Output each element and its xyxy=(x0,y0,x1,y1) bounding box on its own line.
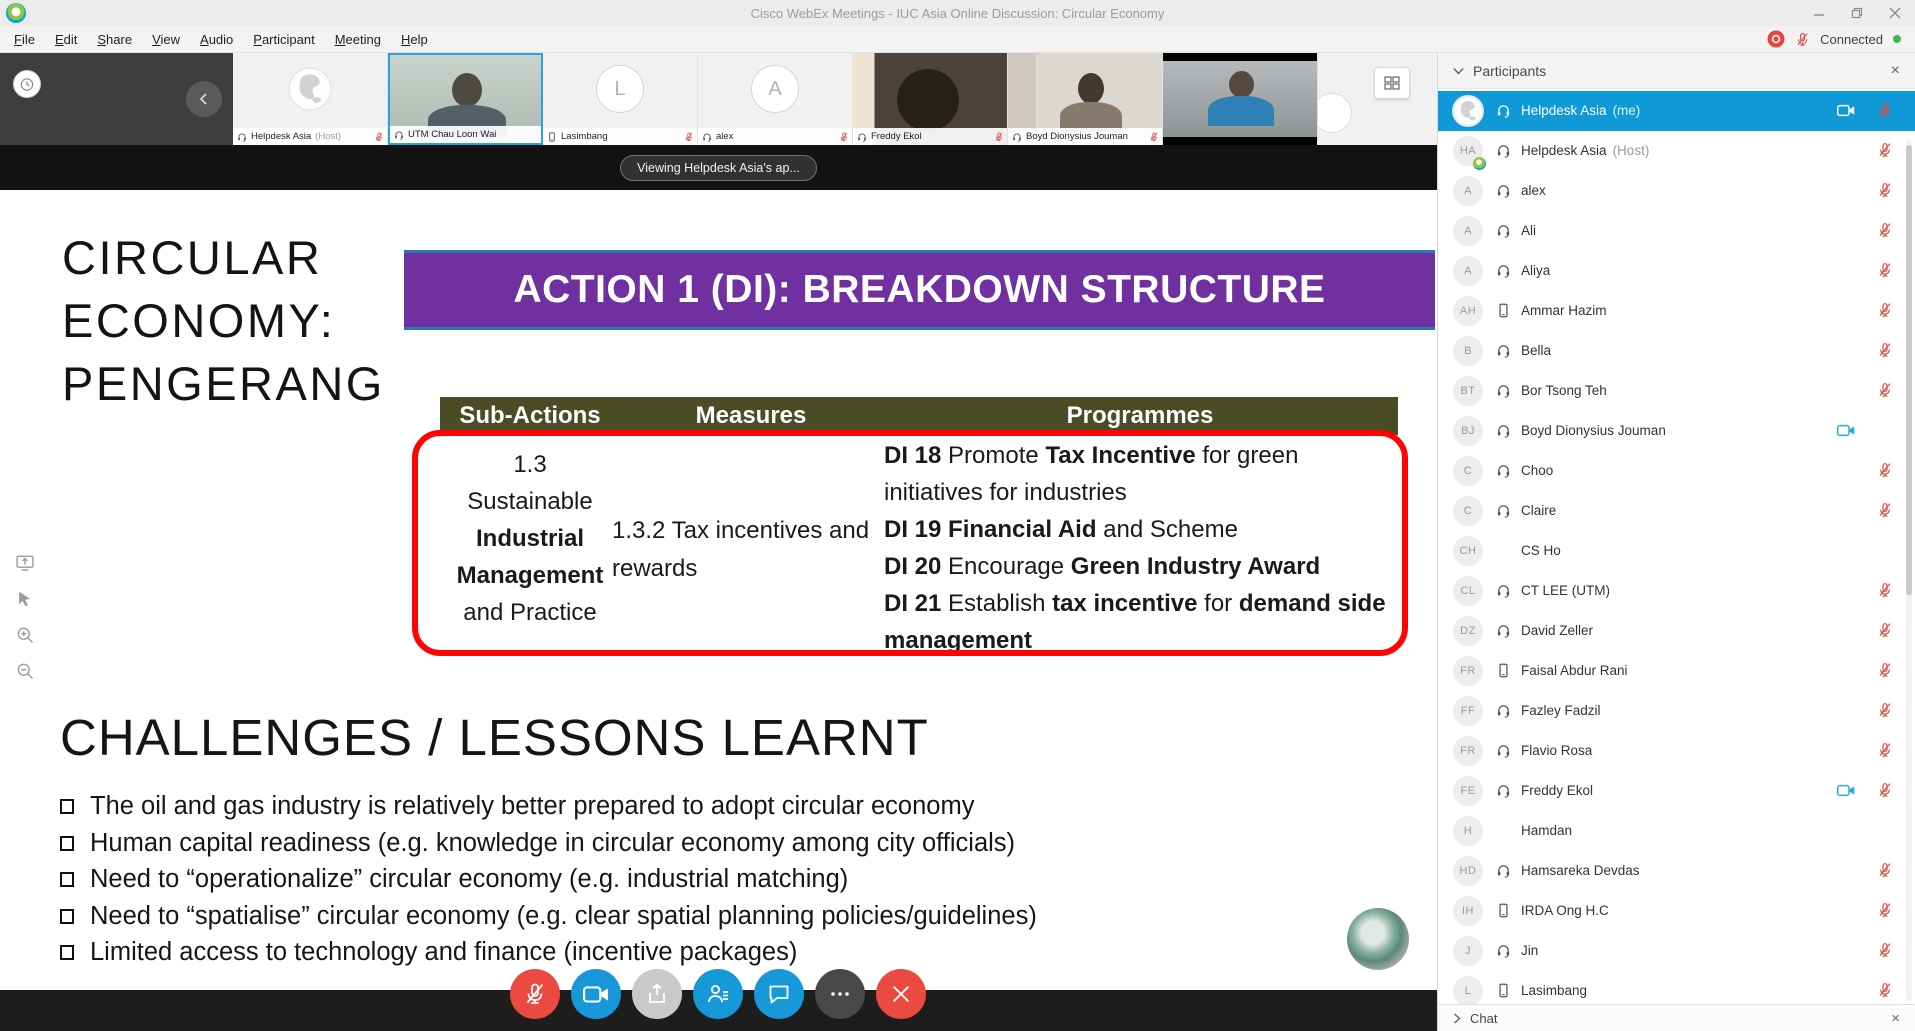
avatar: DZ xyxy=(1453,616,1483,646)
meeting-info-button[interactable] xyxy=(13,70,41,98)
thumbnail-name-label xyxy=(1008,128,1162,145)
participant-row-cs-ho[interactable] xyxy=(1438,531,1915,571)
annotation-toolbar xyxy=(12,550,38,684)
participant-name: Aliya xyxy=(1521,263,1551,278)
menu-item-edit[interactable]: Edit xyxy=(54,31,78,47)
muted-mic-icon[interactable] xyxy=(1877,982,1893,998)
letter-avatar: A xyxy=(751,65,799,113)
bullet-text: Human capital readiness (e.g. knowledge in circular economy among city officials) xyxy=(90,828,1016,857)
meeting-controls xyxy=(510,969,926,1019)
challenges-bullet-list xyxy=(60,788,1037,971)
muted-mic-icon[interactable] xyxy=(1877,342,1893,358)
table-header-measures: Measures xyxy=(695,402,807,429)
slide-title xyxy=(62,226,385,415)
avatar: CL xyxy=(1453,576,1483,606)
video-thumbnail-freddy-ekol[interactable] xyxy=(853,53,1008,145)
participant-row-alex[interactable] xyxy=(1438,171,1915,211)
menu-item-file[interactable]: File xyxy=(14,31,35,47)
participant-name: Hamdan xyxy=(1521,823,1573,838)
bullet-text: Limited access to technology and finance (incentive packages) xyxy=(90,938,798,966)
challenges-heading: CHALLENGES / LESSONS LEARNT xyxy=(60,709,929,766)
participant-name: Ali xyxy=(1521,223,1537,238)
programme-line: DI 20 Encourage Green Industry Award xyxy=(884,553,1321,580)
avatar: BJ xyxy=(1453,416,1483,446)
thumbnail-name-label xyxy=(543,128,697,145)
avatar: IH xyxy=(1453,896,1483,926)
headset-icon xyxy=(1496,223,1511,238)
chevron-down-icon xyxy=(1453,67,1464,75)
avatar: FE xyxy=(1453,776,1483,806)
headset-icon xyxy=(1496,783,1511,798)
sub-action-line: Industrial xyxy=(475,525,584,552)
avatar: HD xyxy=(1453,856,1483,886)
viewing-banner xyxy=(0,145,1437,190)
headset-icon xyxy=(1496,583,1511,598)
slide-banner: ACTION 1 (DI): BREAKDOWN STRUCTURE xyxy=(404,250,1435,330)
thumbnail-name-suffix: (Host) xyxy=(315,131,342,142)
participant-row-me[interactable] xyxy=(1438,91,1915,131)
avatar: AH xyxy=(1453,296,1483,326)
share-button[interactable] xyxy=(632,969,682,1019)
participant-name: CT LEE (UTM) xyxy=(1521,583,1611,598)
participant-row-freddy-ekol[interactable] xyxy=(1438,771,1915,811)
participant-name: Flavio Rosa xyxy=(1521,743,1593,758)
device-headset-icon xyxy=(1012,132,1022,142)
person-torso xyxy=(1208,96,1274,126)
headset-icon xyxy=(1496,463,1511,478)
participant-row-choo[interactable] xyxy=(1438,451,1915,491)
muted-mic-icon[interactable] xyxy=(1877,182,1893,198)
muted-mic-icon[interactable] xyxy=(1877,582,1893,598)
participant-row-helpdesk-asia[interactable] xyxy=(1438,131,1915,171)
device-headset-icon xyxy=(394,130,404,140)
participant-name: Hamsareka Devdas xyxy=(1521,863,1640,878)
avatar: A xyxy=(1453,256,1483,286)
status-area xyxy=(1767,30,1915,48)
device-mobile-icon xyxy=(547,132,557,142)
scrollbar-thumb[interactable] xyxy=(1906,145,1912,595)
participant-row-ammar-hazim[interactable] xyxy=(1438,291,1915,331)
person-head xyxy=(1078,73,1104,104)
challenge-bullet xyxy=(60,934,1037,971)
shared-presentation-slide xyxy=(0,190,1437,990)
muted-mic-icon xyxy=(1149,132,1159,142)
participant-suffix: (me) xyxy=(1612,103,1641,118)
webex-watermark-icon xyxy=(1347,908,1409,970)
table-cell-measures: 1.3.2 Tax incentives and rewards xyxy=(612,517,870,582)
zoom-in-icon xyxy=(15,625,35,645)
thumbnail-name-label xyxy=(698,128,852,145)
share-screen-icon xyxy=(15,553,35,573)
participant-row-irda-ong-h-c[interactable] xyxy=(1438,891,1915,931)
menu-item-meeting[interactable]: Meeting xyxy=(334,31,381,47)
headset-icon xyxy=(1496,863,1511,878)
muted-mic-icon[interactable] xyxy=(1877,302,1893,318)
thumbnails xyxy=(233,53,1437,145)
close-participants-icon[interactable]: × xyxy=(1890,61,1900,79)
chevron-right-icon xyxy=(1453,1013,1461,1024)
participant-row-bella[interactable] xyxy=(1438,331,1915,371)
table-header-programmes: Programmes xyxy=(1066,402,1214,429)
leave-button[interactable] xyxy=(876,969,926,1019)
muted-mic-icon[interactable] xyxy=(1877,662,1893,678)
strip-scroll-left-button[interactable] xyxy=(186,81,222,117)
headset-icon xyxy=(1496,183,1511,198)
participant-row-ct-lee-utm-[interactable] xyxy=(1438,571,1915,611)
muted-mic-icon[interactable] xyxy=(1877,222,1893,238)
participant-name: Choo xyxy=(1521,463,1554,478)
slide-title-line: ECONOMY: xyxy=(62,294,336,347)
participant-name: Fazley Fadzil xyxy=(1521,703,1601,718)
participant-row-boyd-dionysius-jouman[interactable] xyxy=(1438,411,1915,451)
viewing-status-pill[interactable]: Viewing Helpdesk Asia's ap... xyxy=(620,155,817,181)
globe-avatar-icon xyxy=(1452,95,1484,127)
camera-on-icon[interactable] xyxy=(1837,104,1855,117)
avatar: C xyxy=(1453,456,1483,486)
webex-logo-icon xyxy=(6,3,26,23)
checkbox-bullet-icon xyxy=(60,799,74,814)
menu xyxy=(0,28,438,51)
checkbox-bullet-icon xyxy=(60,945,74,960)
participant-name: IRDA Ong H.C xyxy=(1521,903,1609,918)
window-title: Cisco WebEx Meetings - IUC Asia Online Discussion: Circular Economy xyxy=(750,5,1165,21)
more-button[interactable] xyxy=(815,969,865,1019)
pointer-button[interactable] xyxy=(12,586,38,612)
thumbnail-participant-name: UTM Chau Loon Wai xyxy=(408,129,497,140)
programme-line: DI 21 Establish tax incentive for demand side management xyxy=(884,590,1386,654)
participant-name: CS Ho xyxy=(1521,543,1561,558)
mobile-icon xyxy=(1496,903,1511,918)
muted-mic-icon xyxy=(994,132,1004,142)
thumbnail-participant-name: Helpdesk Asia xyxy=(251,131,312,142)
participant-row-fazley-fadzil[interactable] xyxy=(1438,691,1915,731)
checkbox-bullet-icon xyxy=(60,872,74,887)
recording-indicator-icon[interactable] xyxy=(1767,30,1785,48)
participant-name: Freddy Ekol xyxy=(1521,783,1594,798)
device-headset-icon xyxy=(857,132,867,142)
participant-name: Helpdesk Asia (me) xyxy=(1521,103,1641,118)
participant-row-faisal-abdur-rani[interactable] xyxy=(1438,651,1915,691)
muted-mic-icon[interactable] xyxy=(1877,942,1893,958)
participants-title: Participants xyxy=(1473,62,1547,79)
headset-icon xyxy=(1496,383,1511,398)
globe-avatar-icon xyxy=(287,66,333,112)
participant-row-jin[interactable] xyxy=(1438,931,1915,971)
participant-row-claire[interactable] xyxy=(1438,491,1915,531)
participant-row-hamsareka-devdas[interactable] xyxy=(1438,851,1915,891)
device-headset-icon xyxy=(702,132,712,142)
close-window-button[interactable] xyxy=(1889,7,1901,19)
thumbnail-name-label xyxy=(233,128,387,145)
headset-icon xyxy=(1496,623,1511,638)
video-thumbnail-boyd-dionysius-jouman[interactable] xyxy=(1008,53,1163,145)
slide-title-line: PENGERANG xyxy=(62,357,385,410)
mobile-icon xyxy=(1496,303,1511,318)
checkbox-bullet-icon xyxy=(60,836,74,851)
avatar: L xyxy=(1453,976,1483,1006)
participants-header[interactable] xyxy=(1438,53,1915,89)
participant-row-david-zeller[interactable] xyxy=(1438,611,1915,651)
thumbnail-participant-name: Boyd Dionysius Jouman xyxy=(1026,131,1128,142)
programme-line: DI 19 Financial Aid and Scheme xyxy=(884,516,1238,543)
muted-mic-icon xyxy=(684,132,694,142)
challenge-bullet xyxy=(60,898,1037,935)
thumbnail-participant-name: Lasimbang xyxy=(561,131,608,142)
menu-item-participant[interactable]: Participant xyxy=(253,31,315,47)
checkbox-bullet-icon xyxy=(60,909,74,924)
participants-button[interactable] xyxy=(693,969,743,1019)
muted-mic-icon[interactable] xyxy=(1877,382,1893,398)
connection-status: Connected xyxy=(1820,31,1883,47)
challenge-bullet xyxy=(60,788,1037,825)
bullet-text: Need to “operationalize” circular economy (e.g. industrial matching) xyxy=(90,865,849,893)
participant-name: Faisal Abdur Rani xyxy=(1521,663,1628,678)
menu-item-audio[interactable]: Audio xyxy=(200,31,234,47)
mute-button[interactable] xyxy=(510,969,560,1019)
avatar: A xyxy=(1453,176,1483,206)
bullet-text: Need to “spatialise” circular economy (e.g. clear spatial planning policies/guidelines) xyxy=(90,901,1037,930)
participant-name: David Zeller xyxy=(1521,623,1594,638)
muted-mic-icon[interactable] xyxy=(1877,142,1893,158)
participant-name: Boyd Dionysius Jouman xyxy=(1521,423,1666,438)
participant-row-hamdan[interactable] xyxy=(1438,811,1915,851)
thumbnail-name-label xyxy=(853,128,1007,145)
connected-dot-icon xyxy=(1893,35,1901,43)
muted-mic-icon[interactable] xyxy=(1877,462,1893,478)
zoom-out-button[interactable] xyxy=(12,658,38,684)
device-headset-icon xyxy=(237,132,247,142)
thumbnail-participant-name: alex xyxy=(716,131,734,142)
avatar: FR xyxy=(1453,736,1483,766)
muted-mic-icon[interactable] xyxy=(1877,262,1893,278)
muted-mic-icon[interactable] xyxy=(1877,102,1893,118)
sub-action-line: and Practice xyxy=(463,599,597,626)
menu-item-share[interactable]: Share xyxy=(97,31,133,47)
zoom-in-button[interactable] xyxy=(12,622,38,648)
challenge-bullet xyxy=(60,861,1037,898)
bullet-text: The oil and gas industry is relatively better prepared to adopt circular economy xyxy=(90,792,975,820)
avatar: FF xyxy=(1453,696,1483,726)
camera-button[interactable] xyxy=(571,969,621,1019)
menu-item-view[interactable]: View xyxy=(152,31,181,47)
participant-row-ali[interactable] xyxy=(1438,211,1915,251)
menu-bar xyxy=(0,26,1915,53)
minimize-button[interactable] xyxy=(1813,7,1825,19)
video-thumbnail-alex[interactable] xyxy=(698,53,853,145)
participants-scrollbar[interactable] xyxy=(1906,139,1912,1001)
participant-name: Helpdesk Asia (Host) xyxy=(1521,143,1650,158)
pointer-icon xyxy=(15,589,35,609)
sub-action-line: Sustainable xyxy=(467,488,593,515)
headset-icon xyxy=(1496,103,1511,118)
participants-panel xyxy=(1437,53,1915,1031)
avatar: FR xyxy=(1453,656,1483,686)
video-thumbnail-unnamed-6[interactable] xyxy=(1163,53,1318,145)
menu-item-help[interactable]: Help xyxy=(400,31,428,47)
avatar: C xyxy=(1453,496,1483,526)
meeting-content xyxy=(0,53,1437,1031)
participants-list xyxy=(1438,131,1915,1011)
challenge-bullet xyxy=(60,825,1037,862)
participant-name: Bella xyxy=(1521,343,1552,358)
chat-title: Chat xyxy=(1470,1010,1498,1026)
headset-icon xyxy=(1496,703,1511,718)
video-thumbnail-strip xyxy=(0,53,1437,145)
muted-mic-icon[interactable] xyxy=(1795,32,1810,47)
letter-avatar: L xyxy=(596,65,644,113)
headset-icon xyxy=(1496,343,1511,358)
thumbnail-name-label xyxy=(390,126,541,143)
participant-name: Claire xyxy=(1521,503,1557,518)
participant-row-bor-tsong-teh[interactable] xyxy=(1438,371,1915,411)
avatar: J xyxy=(1453,936,1483,966)
participant-name: Bor Tsong Teh xyxy=(1521,383,1607,398)
avatar: B xyxy=(1453,336,1483,366)
mobile-icon xyxy=(1496,663,1511,678)
person-head xyxy=(452,73,482,107)
muted-mic-icon[interactable] xyxy=(1877,502,1893,518)
participant-name: Jin xyxy=(1521,943,1539,958)
participant-name: alex xyxy=(1521,183,1546,198)
title-bar xyxy=(0,0,1915,26)
share-screen-button[interactable] xyxy=(12,550,38,576)
avatar: BT xyxy=(1453,376,1483,406)
sub-action-line: Management xyxy=(456,562,604,589)
table-header-sub-actions: Sub-Actions xyxy=(459,402,601,429)
headset-icon xyxy=(1496,263,1511,278)
avatar: A xyxy=(1453,216,1483,246)
programme-line: DI 18 Promote Tax Incentive for green initiatives for industries xyxy=(884,442,1299,506)
zoom-out-icon xyxy=(15,661,35,681)
person-head xyxy=(1229,71,1254,98)
red-highlight-box xyxy=(412,430,1408,656)
video-thumbnail-lasimbang[interactable] xyxy=(543,53,698,145)
muted-mic-icon[interactable] xyxy=(1877,782,1893,798)
avatar: HA xyxy=(1453,136,1483,166)
participant-suffix: (Host) xyxy=(1612,143,1650,158)
partial-avatar xyxy=(1318,93,1352,133)
avatar: CH xyxy=(1453,536,1483,566)
headset-icon xyxy=(1496,943,1511,958)
muted-mic-icon xyxy=(839,132,849,142)
video-thumbnail-helpdesk-asia[interactable] xyxy=(233,53,388,145)
chat-section-header[interactable] xyxy=(1438,1004,1915,1031)
sub-action-line: 1.3 xyxy=(513,451,547,478)
headset-icon xyxy=(1496,423,1511,438)
headset-icon xyxy=(1496,503,1511,518)
muted-mic-icon[interactable] xyxy=(1877,902,1893,918)
headset-icon xyxy=(1496,743,1511,758)
close-chat-icon[interactable]: × xyxy=(1891,1009,1900,1027)
avatar: H xyxy=(1453,816,1483,846)
mobile-icon xyxy=(1496,983,1511,998)
participant-name: Lasimbang xyxy=(1521,983,1588,998)
camera-on-icon[interactable] xyxy=(1837,784,1855,797)
headset-icon xyxy=(1496,143,1511,158)
webex-badge-icon xyxy=(1473,157,1486,170)
muted-mic-icon[interactable] xyxy=(1877,862,1893,878)
muted-mic-icon[interactable] xyxy=(1877,622,1893,638)
chat-button[interactable] xyxy=(754,969,804,1019)
video-thumbnail-utm-chau-loon-wai[interactable] xyxy=(388,53,543,145)
muted-mic-icon[interactable] xyxy=(1877,742,1893,758)
slide-title-line: CIRCULAR xyxy=(62,231,323,284)
thumbnail-participant-name: Freddy Ekol xyxy=(871,131,922,142)
restore-button[interactable] xyxy=(1851,7,1863,19)
muted-mic-icon[interactable] xyxy=(1877,702,1893,718)
participant-name: Ammar Hazim xyxy=(1521,303,1607,318)
camera-on-icon[interactable] xyxy=(1837,424,1855,437)
muted-mic-icon xyxy=(374,132,384,142)
layout-grid-button[interactable] xyxy=(1374,67,1410,99)
person-head xyxy=(897,69,959,131)
participant-row-aliya[interactable] xyxy=(1438,251,1915,291)
participant-row-flavio-rosa[interactable] xyxy=(1438,731,1915,771)
